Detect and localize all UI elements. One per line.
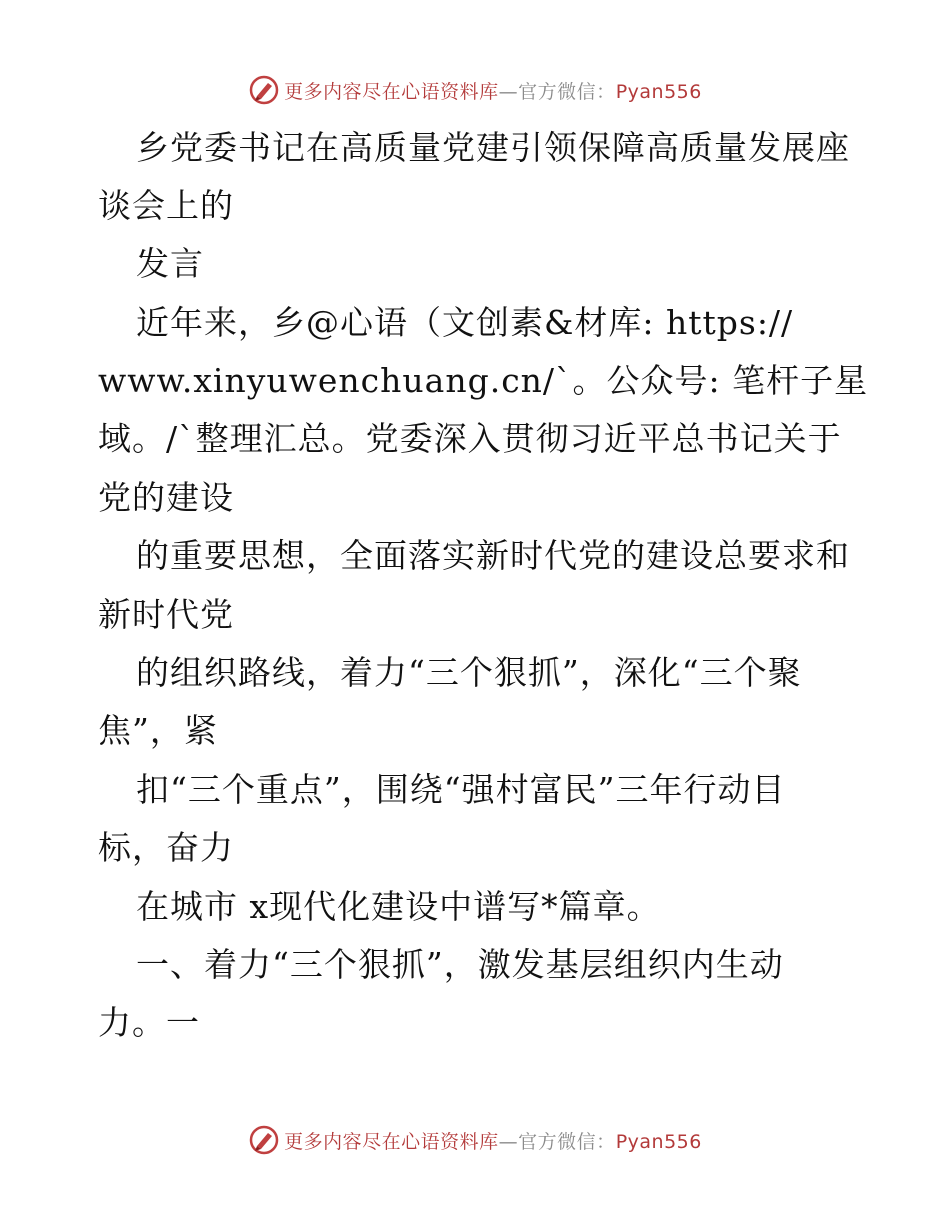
paragraph-line: 域。/`整理汇总。党委深入贯彻习近平总书记关于	[98, 419, 842, 458]
paragraph-line: 近年来，乡@心语（文创素&材库: https://	[136, 303, 794, 342]
paragraph-line: 的重要思想，全面落实新时代党的建设总要求和	[136, 536, 850, 575]
pen-nib-logo-icon	[248, 74, 280, 106]
footer-watermark-banner	[0, 1120, 950, 1160]
paragraph-line: 的组织路线，着力“三个狠抓”，深化“三个聚	[136, 653, 802, 692]
pen-nib-logo-icon	[248, 1124, 280, 1156]
title-line-2: 谈会上的	[98, 186, 234, 225]
title-line-3: 发言	[136, 244, 204, 283]
paragraph-line: 新时代党	[98, 595, 234, 634]
banner-text	[284, 1127, 702, 1154]
paragraph-line: 在城市 x现代化建设中谱写*篇章。	[136, 887, 661, 926]
banner-wechat-id: Pyan556	[615, 1130, 702, 1153]
paragraph-line: 党的建设	[98, 478, 234, 517]
paragraph-line: www.xinyuwenchuang.cn/`。公众号: 笔杆子星	[98, 361, 869, 400]
header-watermark-banner	[0, 70, 950, 110]
paragraph-line: 标，奋力	[98, 828, 234, 867]
banner-separator-text: —官方微信：	[498, 1130, 616, 1153]
title-line-1: 乡党委书记在高质量党建引领保障高质量发展座	[136, 128, 850, 167]
paragraph-line: 焦”，紧	[98, 711, 218, 750]
section-heading-line: 一、着力“三个狠抓”，激发基层组织内生动	[136, 945, 784, 984]
banner-text	[284, 77, 702, 104]
banner-wechat-id: Pyan556	[615, 80, 702, 103]
section-heading-line: 力。一	[98, 1003, 200, 1042]
banner-separator-text: —官方微信：	[498, 80, 616, 103]
paragraph-line: 扣“三个重点”，围绕“强村富民”三年行动目	[136, 770, 786, 809]
banner-main-text: 更多内容尽在心语资料库	[284, 1130, 499, 1153]
banner-main-text: 更多内容尽在心语资料库	[284, 80, 499, 103]
